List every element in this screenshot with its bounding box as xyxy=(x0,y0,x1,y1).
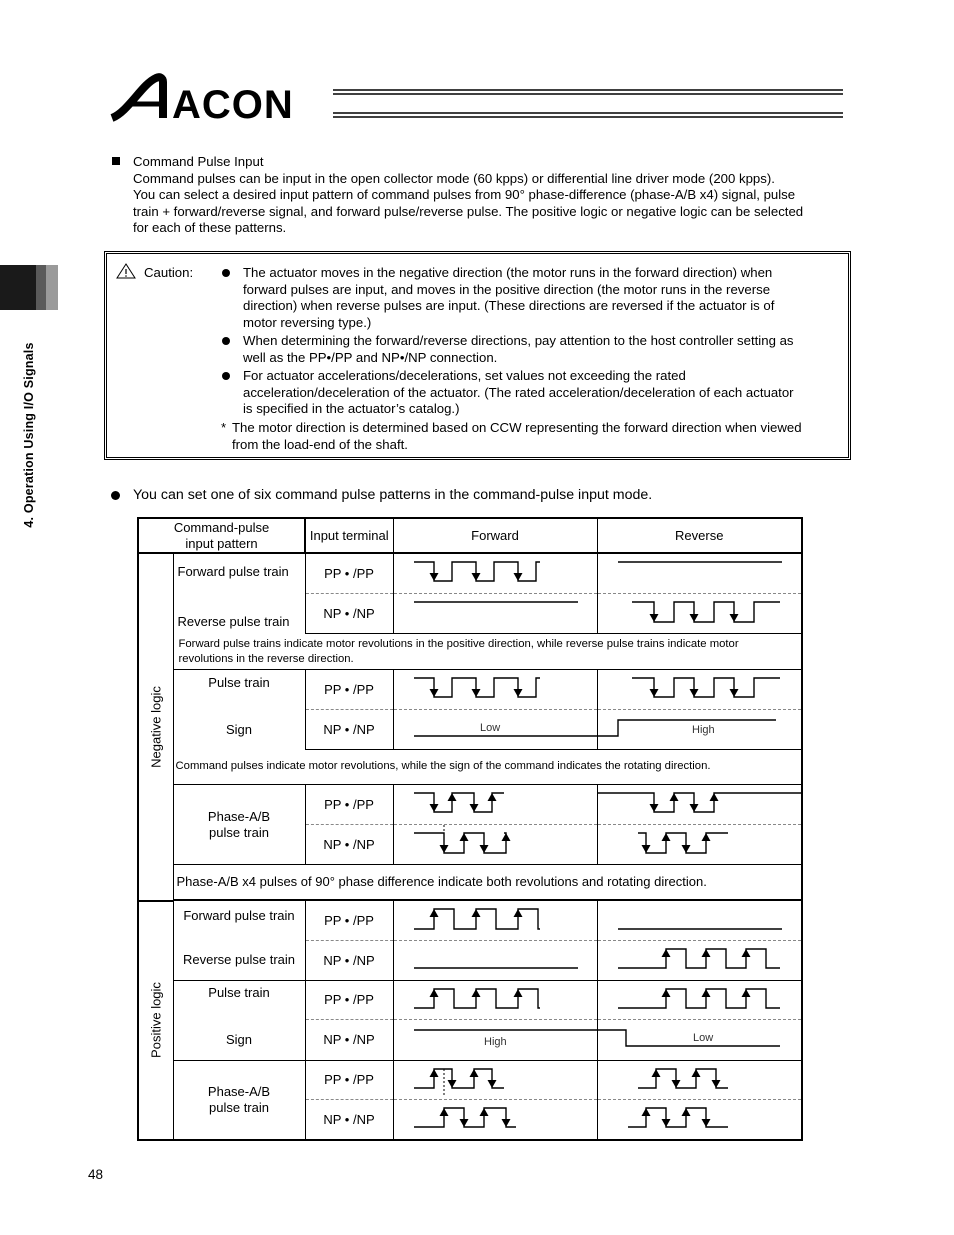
waveform-cell xyxy=(393,1060,597,1100)
header-pattern xyxy=(138,518,305,553)
pulse-waveform xyxy=(598,554,803,589)
level-label: Low xyxy=(692,1032,713,1044)
arrow-up-icon xyxy=(641,1108,650,1116)
table-row xyxy=(138,980,802,1020)
pulse-waveform xyxy=(394,670,598,705)
pulse-waveform xyxy=(598,941,803,976)
pulse-waveform xyxy=(598,785,803,820)
arrow-up-icon xyxy=(701,833,710,841)
patterns-intro: You can set one of six command pulse patterns in the command-pulse input mode. xyxy=(133,487,653,503)
pulse-waveform xyxy=(394,901,598,937)
caution-line: motor reversing type.) xyxy=(243,314,372,330)
intro-title: Command Pulse Input xyxy=(133,154,264,169)
arrow-down-icon xyxy=(681,845,690,853)
caution-line: forward pulses are input, and moves in the positive direction (the motor runs in the reverse xyxy=(243,281,771,297)
row-label: Forward pulse train xyxy=(177,564,289,579)
row-label xyxy=(173,785,305,865)
terminal-pp: PP • /PP xyxy=(305,980,393,1020)
logo-text: ACON xyxy=(172,83,294,124)
pulse-waveform xyxy=(394,825,598,861)
bullet-dot-icon xyxy=(222,372,230,380)
pulse-waveform xyxy=(598,1061,803,1096)
row-label: Pulse train xyxy=(208,675,270,690)
waveform-cell xyxy=(597,785,802,825)
waveform-cell xyxy=(597,553,802,593)
arrow-down-icon xyxy=(689,804,698,812)
terminal-np: NP • /NP xyxy=(305,1020,393,1061)
table-row xyxy=(138,1060,802,1100)
waveform-cell xyxy=(597,901,802,941)
waveform-cell xyxy=(597,941,802,981)
table-header-row xyxy=(138,518,802,553)
terminal-pp: PP • /PP xyxy=(305,670,393,710)
table-note-row xyxy=(138,750,802,785)
row-label: Forward pulse train xyxy=(183,907,295,923)
terminal-np: NP • /NP xyxy=(305,709,393,750)
arrow-up-icon xyxy=(661,833,670,841)
neg-logic-cell xyxy=(138,553,173,901)
terminal-pp: PP • /PP xyxy=(305,901,393,941)
header-pattern-line: input pattern xyxy=(185,535,258,551)
row-label-line: pulse train xyxy=(209,824,269,840)
pulse-waveform xyxy=(394,785,598,820)
arrow-down-icon xyxy=(701,1119,710,1127)
terminal-np: NP • /NP xyxy=(305,941,393,981)
arrow-up-icon xyxy=(429,1069,438,1077)
section-tab xyxy=(0,265,58,310)
bullet-dot-icon xyxy=(222,337,230,345)
waveform-cell xyxy=(597,1020,802,1061)
table-row xyxy=(138,785,802,825)
waveform-cell xyxy=(393,553,597,593)
arrow-up-icon xyxy=(651,1069,660,1077)
warning-triangle-icon xyxy=(116,263,136,279)
caution-line: well as the PP•/PP and NP•/NP connection. xyxy=(243,349,498,365)
arrow-up-icon xyxy=(459,833,468,841)
waveform-cell xyxy=(597,980,802,1020)
arrow-down-icon xyxy=(447,1080,456,1088)
caution-bullet-3 xyxy=(243,368,843,418)
arrow-up-icon xyxy=(709,793,718,801)
intro-line: You can select a desired input pattern of command pulses from 90° phase-difference (phase-A/B x4) signal, pulse xyxy=(133,187,796,203)
waveform-cell xyxy=(393,1020,597,1061)
waveform-cell xyxy=(597,1060,802,1100)
row-label: Sign xyxy=(173,1020,305,1061)
note-line: from the load-end of the shaft. xyxy=(232,436,408,452)
pulse-waveform xyxy=(598,594,803,630)
intro-block xyxy=(133,154,853,237)
header-forward: Forward xyxy=(393,518,597,553)
row-label xyxy=(173,1060,305,1140)
waveform-cell xyxy=(393,941,597,981)
pos-logic-label: Positive logic xyxy=(148,982,163,1058)
pulse-pattern-table xyxy=(137,517,803,1141)
header-pattern-line: Command-pulse xyxy=(173,520,270,535)
table-note: Phase-A/B x4 pulses of 90° phase difference indicate both revolutions and rotating direction. xyxy=(173,865,802,900)
table-note: Command pulses indicate motor revolutions, while the sign of the command indicates the rotating direction. xyxy=(173,750,802,785)
waveform-cell xyxy=(393,709,597,750)
arrow-down-icon xyxy=(479,845,488,853)
note-star: * xyxy=(221,420,227,435)
pulse-waveform xyxy=(598,825,803,861)
arrow-up-icon xyxy=(681,1108,690,1116)
row-label: Reverse pulse train xyxy=(173,941,305,981)
arrow-down-icon xyxy=(469,804,478,812)
intro-line: for each of these patterns. xyxy=(133,220,287,236)
caution-bullet-1 xyxy=(243,265,843,331)
row-label: Reverse pulse train xyxy=(177,614,290,629)
caution-note xyxy=(232,420,844,453)
caution-line: For actuator accelerations/decelerations, set values not exceeding the rated xyxy=(243,368,686,383)
waveform-cell xyxy=(597,709,802,750)
caution-line: When determining the forward/reverse directions, pay attention to the host controller setting as xyxy=(243,333,794,348)
pulse-waveform xyxy=(394,1100,598,1135)
terminal-np: NP • /NP xyxy=(305,824,393,865)
arrow-up-icon xyxy=(487,793,496,801)
waveform-cell xyxy=(393,670,597,710)
table-note-row xyxy=(138,865,802,900)
terminal-pp: PP • /PP xyxy=(305,1060,393,1100)
arrow-down-icon xyxy=(459,1119,468,1127)
sign-waveform xyxy=(598,710,803,746)
row-label: Sign xyxy=(225,721,253,737)
terminal-np: NP • /NP xyxy=(305,1100,393,1140)
table-row xyxy=(138,593,802,634)
arrow-down-icon xyxy=(671,1080,680,1088)
sign-waveform xyxy=(394,1020,598,1056)
arrow-up-icon xyxy=(691,1069,700,1077)
arrow-down-icon xyxy=(429,804,438,812)
arrow-up-icon xyxy=(669,793,678,801)
neg-logic-label: Negative logic xyxy=(148,685,163,768)
acon-logo xyxy=(108,72,348,124)
arrow-down-icon xyxy=(487,1080,496,1088)
pulse-waveform xyxy=(394,981,598,1016)
waveform-cell xyxy=(393,901,597,941)
arrow-down-icon xyxy=(439,845,448,853)
header-reverse: Reverse xyxy=(597,518,802,553)
waveform-cell xyxy=(393,593,597,634)
intro-line: train + forward/reverse signal, and forward pulse/reverse pulse. The positive logic or negative logic can be selected xyxy=(133,203,804,219)
table-row xyxy=(138,709,802,750)
arrow-down-icon xyxy=(661,1119,670,1127)
table-note xyxy=(173,634,802,670)
waveform-cell xyxy=(597,1100,802,1140)
caution-line: is specified in the actuator’s catalog.) xyxy=(243,401,460,417)
waveform-cell xyxy=(393,980,597,1020)
waveform-cell xyxy=(393,824,597,865)
waveform-cell xyxy=(393,785,597,825)
pulse-waveform xyxy=(394,1061,598,1096)
sign-waveform xyxy=(394,710,598,746)
pulse-waveform xyxy=(598,1100,803,1135)
table-row xyxy=(138,670,802,710)
level-label: High xyxy=(691,723,715,736)
arrow-up-icon xyxy=(479,1108,488,1116)
caution-line: The actuator moves in the negative direction (the motor runs in the forward direction) when xyxy=(243,265,773,280)
sign-waveform xyxy=(598,1020,803,1056)
arrow-down-icon xyxy=(711,1080,720,1088)
terminal-pp: PP • /PP xyxy=(305,553,393,593)
level-label: Low xyxy=(479,721,500,734)
row-label-line: pulse train xyxy=(209,1099,269,1115)
terminal-pp: PP • /PP xyxy=(305,785,393,825)
caution-bullet-2 xyxy=(243,333,843,366)
pulse-waveform xyxy=(598,981,803,1016)
table-row xyxy=(138,941,802,981)
section-title-vertical: 4. Operation Using I/O Signals xyxy=(22,342,36,528)
waveform-cell xyxy=(393,1100,597,1140)
arrow-down-icon xyxy=(649,804,658,812)
square-bullet-icon xyxy=(112,157,120,165)
note-line: Forward pulse trains indicate motor revolutions in the positive direction, while reverse pulse trains indicate motor xyxy=(178,638,739,650)
waveform-cell xyxy=(597,670,802,710)
arrow-up-icon xyxy=(501,833,510,841)
caution-line: direction) when reverse pulses are input. (These directions are reversed if the actuator is of xyxy=(243,298,775,314)
level-label: High xyxy=(483,1036,507,1048)
note-line: revolutions in the reverse direction. xyxy=(178,652,354,665)
pulse-waveform xyxy=(598,901,803,937)
waveform-cell xyxy=(597,593,802,634)
bullet-dot-icon xyxy=(111,491,120,500)
table-note-row xyxy=(138,634,802,670)
arrow-up-icon xyxy=(439,1108,448,1116)
pulse-waveform xyxy=(394,594,598,630)
pulse-waveform xyxy=(394,941,598,976)
intro-line: Command pulses can be input in the open collector mode (60 kpps) or differential line driver mode (200 kpps). xyxy=(133,170,775,186)
arrow-up-icon xyxy=(469,1069,478,1077)
note-line: The motor direction is determined based on CCW representing the forward direction when viewed xyxy=(232,420,802,435)
arrow-down-icon xyxy=(641,845,650,853)
table-row xyxy=(138,553,802,593)
page-number: 48 xyxy=(88,1167,104,1182)
header-terminal: Input terminal xyxy=(305,518,393,553)
header-rule xyxy=(333,88,843,118)
pos-logic-cell xyxy=(138,901,173,1140)
row-label: Pulse train xyxy=(208,984,270,1000)
table-row xyxy=(138,901,802,941)
pulse-waveform xyxy=(598,670,803,705)
row-label-line: Phase-A/B xyxy=(207,1084,271,1099)
row-label-line: Phase-A/B xyxy=(207,809,271,824)
pulse-waveform xyxy=(394,554,598,589)
arrow-down-icon xyxy=(501,1119,510,1127)
table-row xyxy=(138,1020,802,1061)
waveform-cell xyxy=(597,824,802,865)
terminal-np: NP • /NP xyxy=(305,593,393,634)
arrow-up-icon xyxy=(447,793,456,801)
caution-line: acceleration/deceleration of the actuator. (The rated acceleration/deceleration of each actuator xyxy=(243,384,794,400)
caution-label: Caution: xyxy=(144,265,194,280)
bullet-dot-icon xyxy=(222,269,230,277)
